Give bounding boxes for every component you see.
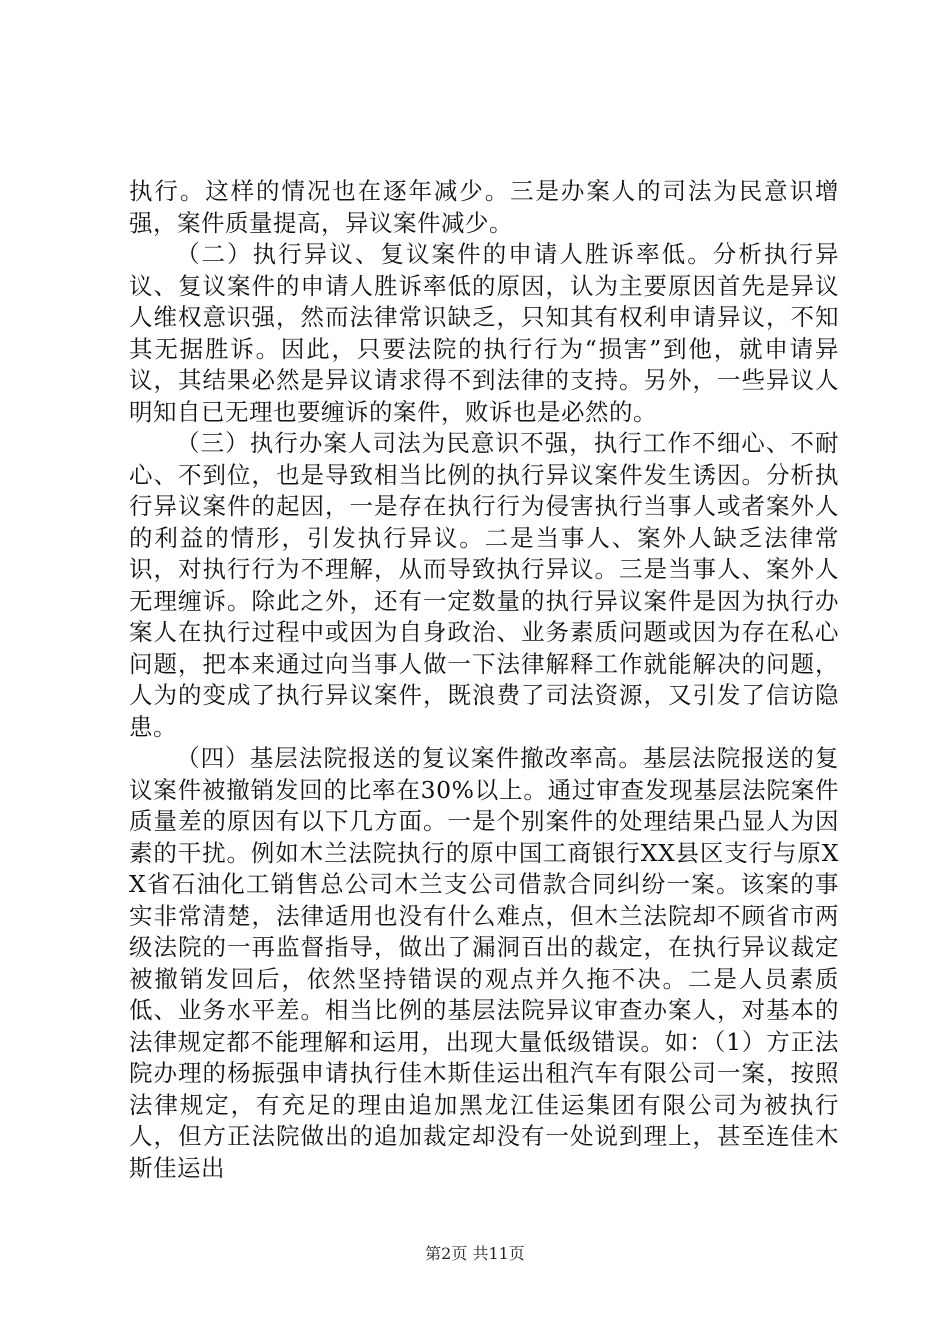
paragraph-section-3: （三）执行办案人司法为民意识不强，执行工作不细心、不耐心、不到位，也是导致相当比例的执行异议案件发生诱因。分析执行异议案件的起因，一是存在执行行为侵害执行当事人或者案外人的利益的情形，引发执行异议。二是当事人、案外人缺乏法律常识，对执行行为不理解，从而导致执行异议。三是当事人、案外人无理缠诉。除此之外，还有一定数量的执行异议案件是因为执行办案人在执行过程中或因为自身政治、业务素质问题或因为存在私心问题，把本来通过向当事人做一下法律解释工作就能解决的问题，人为的变成了执行异议案件，既浪费了司法资源，又引发了信访隐患。 [129, 429, 839, 741]
page-footer [0, 1244, 950, 1264]
paragraph-section-4: （四）基层法院报送的复议案件撤改率高。基层法院报送的复议案件被撤销发回的比率在30%以上。通过审查发现基层法院案件质量差的原因有以下几方面。一是个别案件的处理结果凸显人为因素的干扰。例如木兰法院执行的原中国工商银行XX县区支行与原XX省石油化工销售总公司木兰支公司借款合同纠纷一案。该案的事实非常清楚，法律适用也没有什么难点，但木兰法院却不顾省市两级法院的一再监督指导，做出了漏洞百出的裁定，在执行异议裁定被撤销发回后，依然坚持错误的观点并久拖不决。二是人员素质低、业务水平差。相当比例的基层法院异议审查办案人，对基本的法律规定都不能理解和运用，出现大量低级错误。如：（1）方正法院办理的杨振强申请执行佳木斯佳运出租汽车有限公司一案，按照法律规定，有充足的理由追加黑龙江佳运集团有限公司为被执行人，但方正法院做出的追加裁定却没有一处说到理上，甚至连佳木斯佳运出 [129, 744, 839, 1182]
page-number-label: 第2页 共11页 [425, 1244, 525, 1263]
document-body [129, 176, 839, 1184]
paragraph-continuation: 执行。这样的情况也在逐年减少。三是办案人的司法为民意识增强，案件质量提高，异议案件减少。 [129, 177, 839, 237]
paragraph-section-2: （二）执行异议、复议案件的申请人胜诉率低。分析执行异议、复议案件的申请人胜诉率低的原因，认为主要原因首先是异议人维权意识强，然而法律常识缺乏，只知其有权利申请异议，不知其无据胜诉。因此，只要法院的执行行为“损害”到他，就申请异议，其结果必然是异议请求得不到法律的支持。另外，一些异议人明知自已无理也要缠诉的案件，败诉也是必然的。 [129, 240, 839, 426]
